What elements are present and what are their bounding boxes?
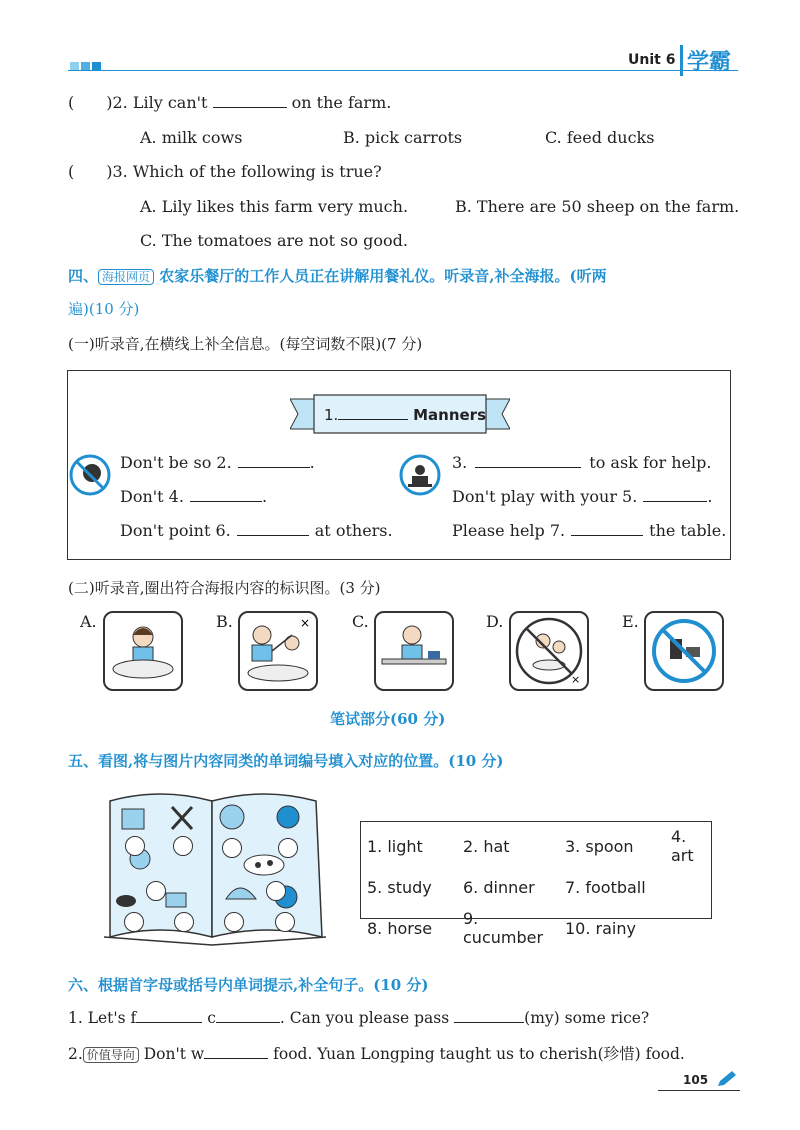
blank-s2-w[interactable] — [204, 1044, 268, 1059]
studying-icon — [376, 613, 452, 689]
word-item: 10. rainy — [565, 918, 636, 938]
word-item: 2. hat — [463, 836, 510, 856]
option-b-image[interactable] — [238, 611, 318, 691]
word-bank-table — [361, 822, 711, 952]
blank-6[interactable] — [237, 521, 309, 536]
no-eating-icon — [511, 613, 587, 689]
poster-line-5: Don't play with your 5. . — [452, 487, 713, 506]
answer-circle-2[interactable] — [173, 836, 193, 856]
option-d-label: D. — [486, 612, 504, 631]
written-part-title: 笔试部分(60 分) — [330, 710, 446, 728]
table-row — [361, 822, 711, 870]
answer-blank[interactable] — [213, 93, 287, 108]
q3-option-a: A. Lily likes this farm very much. — [140, 197, 409, 216]
section-5-title: 五、看图,将与图片内容同类的单词编号填入对应的位置。(10 分) — [68, 752, 504, 770]
answer-circle-10[interactable] — [275, 912, 295, 932]
q2-option-c: C. feed ducks — [545, 128, 655, 147]
unit-label: Unit 6 — [628, 52, 676, 68]
no-noise-icon — [68, 453, 112, 497]
table-row — [361, 904, 711, 952]
word-item: 5. study — [367, 877, 432, 897]
blank-4[interactable] — [190, 487, 262, 502]
answer-circle-5[interactable] — [174, 912, 194, 932]
section-6-title: 六、根据首字母或括号内单词提示,补全句子。(10 分) — [68, 976, 429, 994]
value-tag: 价值导向 — [83, 1047, 139, 1063]
pencil-icon — [716, 1070, 738, 1088]
question-2: ( )2. Lily can't on the farm. — [68, 93, 392, 112]
sentence-2: 2. 价值导向 Don't w food. Yuan Longping taught us to cherish(珍惜) food. — [68, 1045, 685, 1063]
poster-line-2: Don't be so 2. . — [120, 453, 315, 472]
blank-2[interactable] — [238, 453, 310, 468]
header-squares — [70, 56, 101, 75]
answer-circle-1[interactable] — [125, 836, 145, 856]
option-a-label: A. — [80, 612, 97, 631]
blank-s1-my[interactable] — [454, 1008, 524, 1023]
section-4-sub2: (二)听录音,圈出符合海报内容的标识图。(3 分) — [68, 579, 381, 597]
poster-line-4: Don't 4. . — [120, 487, 268, 506]
option-e-label: E. — [622, 612, 639, 631]
section-4-sub1: (一)听录音,在横线上补全信息。(每空词数不限)(7 分) — [68, 335, 423, 353]
section-4-title-2: 遍)(10 分) — [68, 300, 140, 318]
option-c-image[interactable] — [374, 611, 454, 691]
poster-line-7: Please help 7. the table. — [452, 521, 727, 540]
answer-circle-8[interactable] — [266, 881, 286, 901]
q3-option-b: B. There are 50 sheep on the farm. — [455, 197, 740, 216]
blank-s1-f[interactable] — [136, 1008, 202, 1023]
answer-circle-6[interactable] — [222, 838, 242, 858]
page-number: 105 — [683, 1073, 709, 1087]
q2-option-b: B. pick carrots — [343, 128, 463, 147]
answer-circle-9[interactable] — [224, 912, 244, 932]
word-bank — [360, 821, 712, 947]
header-rule — [68, 70, 738, 71]
question-3: ( )3. Which of the following is true? — [68, 162, 382, 181]
raise-hand-icon — [398, 453, 442, 497]
section-4-title: 四、 海报网页 农家乐餐厅的工作人员正在讲解用餐礼仪。听录音,补全海报。(听两 — [68, 267, 607, 285]
answer-circle-7[interactable] — [278, 838, 298, 858]
q3-option-c: C. The tomatoes are not so good. — [140, 231, 408, 250]
poster-box — [67, 370, 731, 560]
blank-5[interactable] — [643, 487, 707, 502]
word-item: 3. spoon — [565, 836, 634, 856]
answer-circle-3[interactable] — [146, 881, 166, 901]
brand-logo: 学霸 — [680, 45, 731, 76]
blank-3[interactable] — [475, 453, 581, 468]
word-item: 8. horse — [367, 918, 433, 938]
option-c-label: C. — [352, 612, 369, 631]
footer-rule — [658, 1090, 740, 1091]
svg-text:×: × — [571, 673, 581, 686]
word-item: 1. light — [367, 836, 423, 856]
banner-blank[interactable] — [338, 405, 408, 420]
blank-7[interactable] — [571, 521, 643, 536]
word-item: 7. football — [565, 877, 646, 897]
sentence-1: 1. Let's f c . Can you please pass (my) some rice? — [68, 1009, 650, 1027]
svg-text:×: × — [300, 616, 311, 630]
poster-line-3: 3. to ask for help. — [452, 453, 712, 472]
option-b-label: B. — [216, 612, 233, 631]
blank-s1-c[interactable] — [216, 1008, 280, 1023]
banner-text: 1. Manners — [324, 406, 486, 424]
option-d-image[interactable] — [509, 611, 589, 691]
word-item: 6. dinner — [463, 877, 535, 897]
poster-line-6: Don't point 6. at others. — [120, 521, 393, 540]
answer-circle-4[interactable] — [124, 912, 144, 932]
option-a-image[interactable] — [103, 611, 183, 691]
person-eating-icon — [105, 613, 181, 689]
poster-tag: 海报网页 — [98, 269, 154, 285]
table-row — [361, 870, 711, 904]
q2-option-a: A. milk cows — [140, 128, 243, 147]
pointing-chopsticks-icon — [240, 613, 316, 689]
option-e-image[interactable] — [644, 611, 724, 691]
word-item: 4. art — [671, 827, 694, 865]
word-item: 9. cucumber — [463, 909, 544, 947]
no-drinks-icon — [646, 613, 722, 689]
